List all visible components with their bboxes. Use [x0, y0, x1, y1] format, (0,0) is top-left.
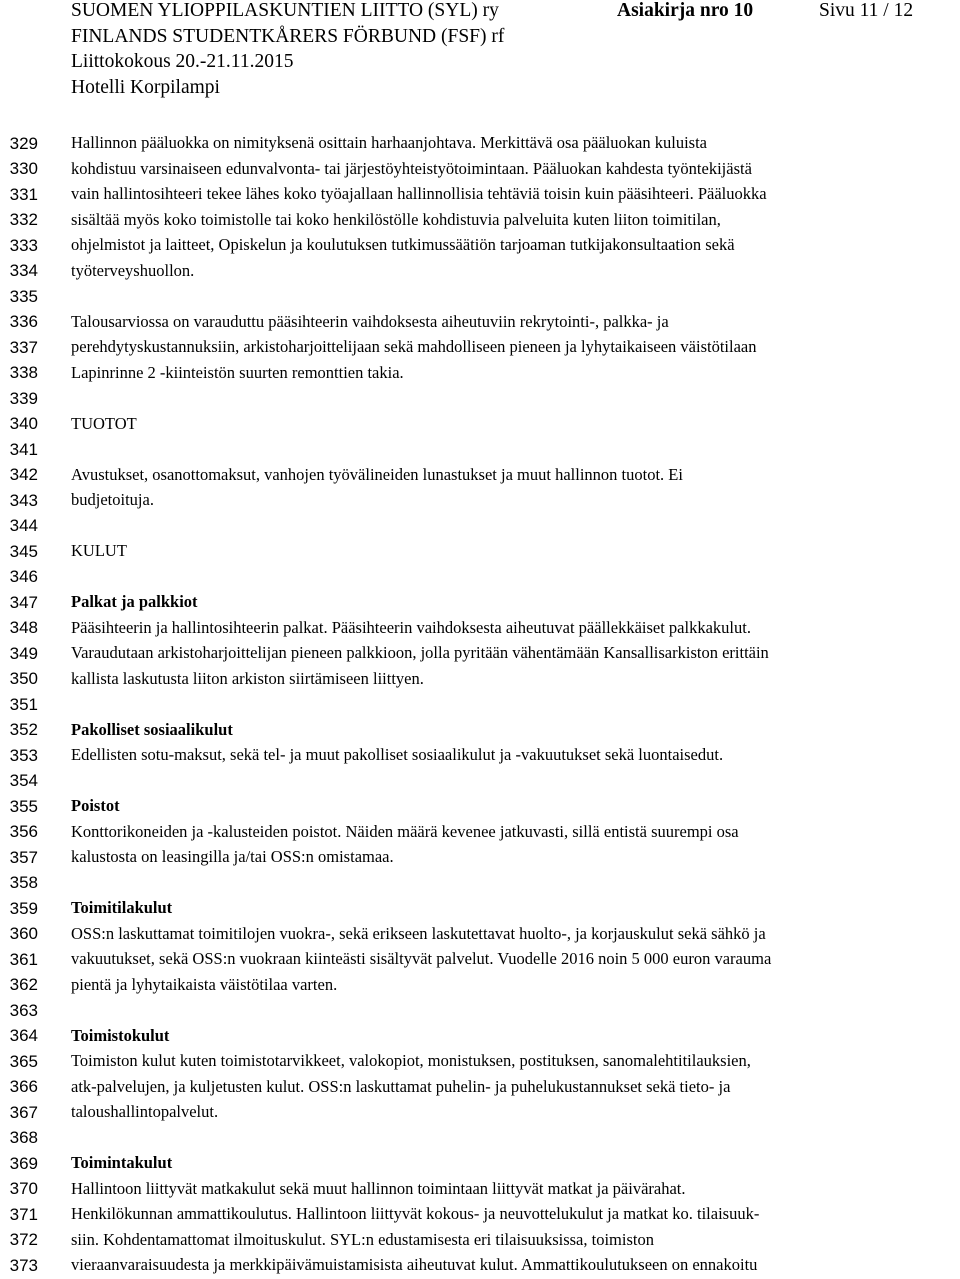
text-line: vieraanvaraisuudesta ja merkkipäivämuistamisista aiheutuvat kulut. Ammattikoulutukseen on ennakoitu: [71, 1255, 758, 1274]
line-number: 347: [9, 592, 38, 612]
line-number: 358: [9, 873, 38, 892]
organization-name-swedish: FINLANDS STUDENTKÅRERS FÖRBUND (FSF) rf: [71, 25, 505, 47]
line-number: 367: [9, 1102, 38, 1122]
section-heading: Palkat ja palkkiot: [71, 592, 198, 611]
organization-name: SUOMEN YLIOPPILASKUNTIEN LIITTO (SYL) ry: [71, 0, 499, 21]
text-line: Varaudutaan arkistoharjoittelijan pieneen palkkioon, jolla pyritään vähentämään Kansallisarkiston erittäin: [71, 643, 769, 662]
line-number: 333: [9, 235, 38, 255]
line-number: 355: [9, 796, 38, 816]
document-number: Asiakirja nro 10: [617, 0, 754, 21]
line-number: 350: [9, 669, 38, 688]
line-number: 369: [9, 1153, 38, 1173]
line-number: 366: [9, 1077, 38, 1096]
text-line: kalustosta on leasingilla ja/tai OSS:n omistamaa.: [71, 847, 394, 866]
line-number: 365: [9, 1051, 38, 1071]
line-number: 361: [9, 949, 38, 969]
line-number: 349: [9, 643, 38, 663]
line-number: 368: [9, 1128, 38, 1147]
text-line: Pääsihteerin ja hallintosihteerin palkat. Pääsihteerin vaihdoksesta aiheutuvat päällekkäiset palkkakulut.: [71, 617, 751, 637]
text-line: siin. Kohdentamattomat ilmoituskulut. SYL:n edustamisesta eri tilaisuuksissa, toimiston: [71, 1229, 654, 1249]
line-number: 338: [9, 363, 38, 382]
text-line: Konttorikoneiden ja -kalusteiden poistot. Näiden määrä kevenee jatkuvasti, sillä entistä suurempi osa: [71, 821, 739, 841]
line-number: 340: [9, 414, 38, 433]
line-number: 331: [9, 184, 38, 204]
line-number: 357: [9, 847, 38, 867]
line-number: 348: [9, 618, 38, 637]
line-number: 346: [9, 567, 38, 586]
text-line: Avustukset, osanottomaksut, vanhojen työvälineiden lunastukset ja muut hallinnon tuotot. Ei: [71, 464, 683, 484]
section-heading: Poistot: [71, 796, 120, 815]
line-number: 372: [9, 1230, 38, 1249]
text-line: ohjelmistot ja laitteet, Opiskelun ja koulutuksen tutkimussäätiön tarjoaman tutkijakonsultaation sekä: [71, 235, 735, 254]
line-number: 359: [9, 898, 38, 918]
text-line: Hallinnon pääluokka on nimityksenä osittain harhaanjohtava. Merkittävä osa pääluokan kuluista: [71, 133, 707, 152]
text-line: vain hallintosihteeri tekee lähes koko työajallaan hallinnollisia tehtäviä toisin kuin pääsihteeri. Pääluokka: [71, 184, 767, 203]
line-number: 335: [9, 286, 38, 306]
line-number: 370: [9, 1179, 38, 1198]
text-line: työterveyshuollon.: [71, 260, 195, 280]
page-number: Sivu 11 / 12: [819, 0, 914, 21]
text-line: kallista laskutusta liiton arkiston siirtämiseen liittyen.: [71, 668, 424, 688]
line-number: 352: [9, 720, 38, 739]
line-number: 339: [9, 388, 38, 408]
line-number: 336: [9, 312, 38, 331]
line-number: 332: [9, 210, 38, 229]
meeting-date: Liittokokous 20.-21.11.2015: [71, 51, 294, 72]
text-line: TUOTOT: [71, 413, 137, 433]
line-number: 345: [9, 541, 38, 561]
line-number: 373: [9, 1255, 38, 1275]
text-line: Lapinrinne 2 -kiinteistön suurten remonttien takia.: [71, 362, 404, 382]
text-line: sisältää myös koko toimistolle tai koko henkilöstölle kohdistuvia palveluita kuten liiton toimitilan,: [71, 209, 721, 229]
line-number: 362: [9, 975, 38, 994]
text-line: budjetoituja.: [71, 490, 154, 509]
line-number: 364: [9, 1026, 38, 1045]
text-line: Hallintoon liittyvät matkakulut sekä muut hallinnon toimintaan liittyvät matkat ja päivärahat.: [71, 1178, 686, 1198]
line-number: 353: [9, 745, 38, 765]
text-line: pientä ja lyhytaikaista väistötilaa varten.: [71, 974, 338, 994]
text-line: Talousarviossa on varauduttu pääsihteerin vaihdoksesta aiheutuviin rekrytointi-, palkka- ja: [71, 311, 669, 331]
line-number: 341: [9, 439, 38, 459]
text-line: atk-palvelujen, ja kuljetusten kulut. OSS:n laskuttamat puhelin- ja puhelukustannukset sekä tieto- ja: [71, 1076, 731, 1096]
section-heading: Toimistokulut: [71, 1025, 170, 1045]
text-line: Toimiston kulut kuten toimistotarvikkeet, valokopiot, monistuksen, postituksen, sanomalehtitilauksien,: [71, 1051, 751, 1070]
text-line: KULUT: [71, 541, 127, 560]
line-number: 334: [9, 261, 38, 280]
line-number: 342: [9, 465, 38, 484]
text-line: OSS:n laskuttamat toimitilojen vuokra-, sekä erikseen laskutettavat huolto-, ja korjauskulut sekä sähkö ja: [71, 923, 766, 943]
line-number: 329: [9, 133, 38, 153]
line-number: 337: [9, 337, 38, 357]
text-line: vakuutukset, sekä OSS:n vuokraan kiinteästi sisältyvät palvelut. Vuodelle 2016 noin 5 000 euron varauma: [71, 949, 772, 968]
line-number: 371: [9, 1204, 38, 1224]
section-heading: Pakolliset sosiaalikulut: [71, 719, 233, 739]
text-line: Edellisten sotu-maksut, sekä tel- ja muut pakolliset sosiaalikulut ja -vakuutukset sekä luontaisedut.: [71, 745, 724, 764]
section-heading: Toimitilakulut: [71, 898, 173, 917]
text-line: Henkilökunnan ammattikoulutus. Hallintoon liittyvät kokous- ja neuvottelukulut ja matkat ko. tilaisuuk-: [71, 1204, 760, 1223]
line-number: 356: [9, 822, 38, 841]
text-line: kohdistuu varsinaiseen edunvalvonta- tai järjestöyhteistyötoimintaan. Pääluokan kahdesta työntekijästä: [71, 158, 752, 178]
line-number: 363: [9, 1000, 38, 1020]
line-number: 351: [9, 694, 38, 714]
line-number: 344: [9, 516, 38, 535]
line-number: 330: [9, 159, 38, 178]
text-line: taloushallintopalvelut.: [71, 1102, 219, 1121]
section-heading: Toimintakulut: [71, 1153, 173, 1172]
meeting-venue: Hotelli Korpilampi: [71, 76, 220, 98]
line-number: 354: [9, 771, 38, 790]
line-number: 360: [9, 924, 38, 943]
line-number: 343: [9, 490, 38, 510]
text-line: perehdytyskustannuksiin, arkistoharjoittelijaan sekä mahdolliseen pieneen ja lyhytaikaiseen väistötilaan: [71, 337, 757, 356]
